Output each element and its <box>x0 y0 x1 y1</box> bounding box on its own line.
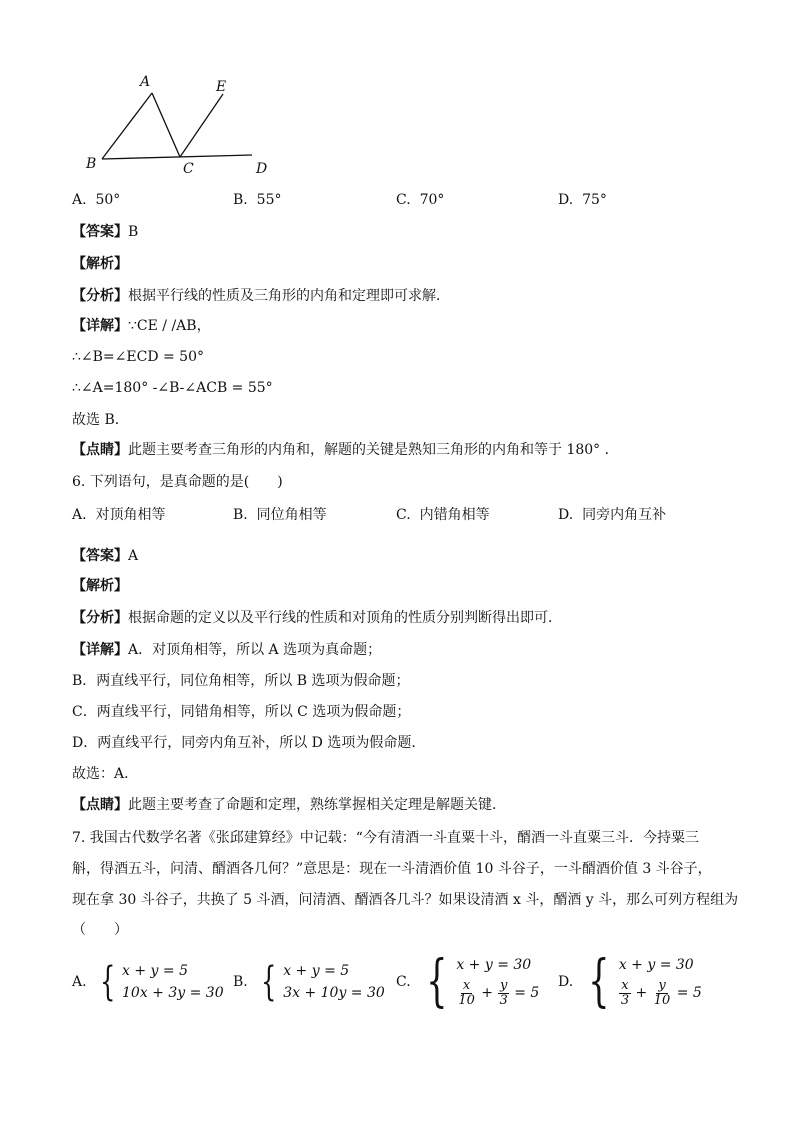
q7-a-eq2: 10x + 3y = 30 <box>122 985 224 1001</box>
q7-stem-line-1: 7. 我国古代数学名著《张邱建算经》中记载：“今有清酒一斗直粟十斗，醑酒一斗直粟三斗．今持粟三 <box>72 830 699 846</box>
q6-analysis-heading: 【解析】 <box>72 578 128 594</box>
q5-analysis-heading: 【解析】 <box>72 256 128 272</box>
segment-ac <box>152 93 180 157</box>
q7-a-eq1: x + y = 5 <box>122 963 188 979</box>
q6-option-d: D. 同旁内角互补 <box>558 507 667 523</box>
q6-detail-3: C．两直线平行，同错角相等，所以 C 选项为假命题； <box>72 704 411 720</box>
label-c: C <box>183 161 194 177</box>
q7-d-eq1: x + y = 30 <box>618 957 694 973</box>
q6-answer: 【答案】A <box>72 548 139 564</box>
q6-option-c: C. 内错角相等 <box>396 507 490 523</box>
q5-choose: 故选 B． <box>72 412 129 428</box>
q5-option-a: A. 50° <box>72 192 121 208</box>
q5-fenxi: 【分析】根据平行线的性质及三角形的内角和定理即可求解． <box>72 288 450 304</box>
geometry-figure <box>80 70 290 180</box>
q5-option-d: D. 75° <box>558 192 607 208</box>
q6-option-b: B. 同位角相等 <box>233 507 327 523</box>
label-e: E <box>216 79 227 95</box>
q5-option-b: B. 55° <box>233 192 282 208</box>
q5-detail-1: 【详解】∵CE / /AB， <box>72 318 211 334</box>
q5-detail-2: ∴∠B=∠ECD = 50° <box>72 349 204 365</box>
q6-detail-1: 【详解】A．对顶角相等，所以 A 选项为真命题； <box>72 642 382 658</box>
q7-stem-line-2: 斛，得酒五斗，问清、醑酒各几何？”意思是：现在一斗清酒价值 10 斗谷子，一斗醑酒价值 3 斗谷子， <box>72 861 712 877</box>
q7-stem-line-3: 现在拿 30 斗谷子，共换了 5 斗酒，问清酒、醑酒各几斗？如果设清酒 x 斗，醑酒 y 斗，那么可列方程组为 <box>72 892 739 908</box>
q6-stem: 6. 下列语句，是真命题的是( ) <box>72 474 283 490</box>
q7-b-eq1: x + y = 5 <box>283 963 350 979</box>
segment-ce <box>180 94 223 157</box>
segment-ba <box>102 93 152 159</box>
label-b: B <box>86 156 97 172</box>
line-bd <box>102 155 252 159</box>
q6-detail-4: D．两直线平行，同旁内角互补，所以 D 选项为假命题． <box>72 735 426 751</box>
label-d: D <box>256 161 268 177</box>
q6-detail-2: B．两直线平行，同位角相等，所以 B 选项为假命题； <box>72 673 410 689</box>
q7-c-eq2: $\frac{x}{10}$ + $\frac{y}{3}$ = 5 <box>458 977 540 1008</box>
label-a: A <box>140 74 151 90</box>
q7-option-c: C. { x + y = 30 $\frac{x}{10}$ + $\frac{y}{3}$ = 5 <box>396 949 540 1014</box>
q7-b-eq2: 3x + 10y = 30 <box>283 985 385 1001</box>
q7-stem-line-4: （ ） <box>72 922 128 938</box>
q6-fenxi: 【分析】根据命题的定义以及平行线的性质和对顶角的性质分别判断得出即可． <box>72 610 562 626</box>
q6-option-a: A. 对顶角相等 <box>72 507 166 523</box>
q7-option-b: B. { x + y = 5 3x + 10y = 30 <box>233 959 385 1005</box>
q7-option-d: D. { x + y = 30 $\frac{x}{3}$ + $\frac{y}{10}$ = 5 <box>558 949 702 1014</box>
q7-d-eq2: $\frac{x}{3}$ + $\frac{y}{10}$ = 5 <box>620 977 702 1008</box>
q7-c-eq1: x + y = 30 <box>456 957 532 973</box>
q5-option-c: C. 70° <box>396 192 445 208</box>
q5-dianjing: 【点睛】此题主要考查三角形的内角和，解题的关键是熟知三角形的内角和等于 180° ． <box>72 442 619 458</box>
q6-choose: 故选：A． <box>72 766 139 782</box>
q5-detail-3: ∴∠A=180° -∠B-∠ACB = 55° <box>72 380 273 396</box>
q6-dianjing: 【点睛】此题主要考查了命题和定理，熟练掌握相关定理是解题关键． <box>72 797 506 813</box>
q5-answer: 【答案】B <box>72 224 139 240</box>
q7-option-a: A. { x + y = 5 10x + 3y = 30 <box>72 959 224 1005</box>
